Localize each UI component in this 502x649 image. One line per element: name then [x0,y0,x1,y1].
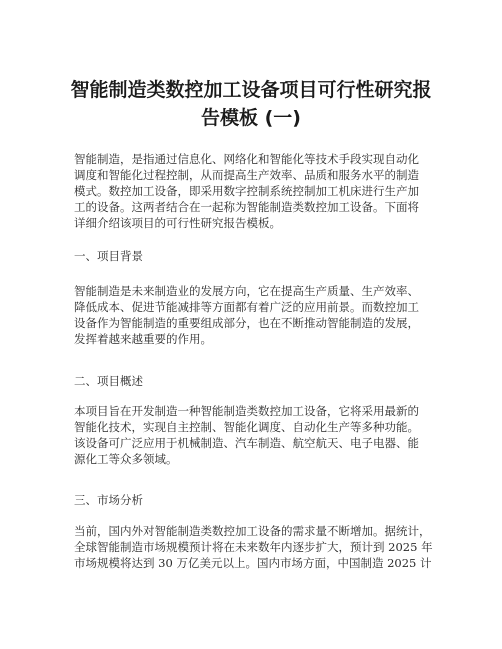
background-paragraph-line: 发挥着越来越重要的作用。 [74,332,212,346]
overview-paragraph-line: 本项目旨在开发制造一种智能制造类数控加工设备，它将采用最新的 [74,404,419,418]
intro-paragraph-line: 智能制造，是指通过信息化、网络化和智能化等技术手段实现自动化 [74,152,419,166]
overview-paragraph-line: 源化工等众多领域。 [74,452,178,466]
document-title-line-2: 告模板 (一) [201,107,301,129]
intro-paragraph-line: 模式。数控加工设备，即采用数字控制系统控制加工机床进行生产加 [74,184,419,198]
market-paragraph-line: 当前，国内外对智能制造类数控加工设备的需求量不断增加。据统计， [74,524,431,538]
overview-paragraph-line: 该设备可广泛应用于机械制造、汽车制造、航空航天、电子电器、能 [74,436,419,450]
intro-paragraph-line: 工的设备。这两者结合在一起称为智能制造类数控加工设备。下面将 [74,200,419,214]
intro-paragraph-line: 详细介绍该项目的可行性研究报告模板。 [74,216,281,230]
market-paragraph-line: 全球智能制造市场规模预计将在未来数年内逐步扩大，预计到 2025 年 [74,540,433,554]
market-paragraph-line: 市场规模将达到 30 万亿美元以上。国内市场方面，中国制造 2025 计 [74,556,432,570]
background-paragraph-line: 智能制造是未来制造业的发展方向，它在提高生产质量、生产效率、 [74,284,419,298]
section-heading-market: 三、市场分析 [74,493,143,507]
section-heading-background: 一、项目背景 [74,249,143,263]
overview-paragraph-line: 智能化技术，实现自主控制、智能化调度、自动化生产等多种功能。 [74,420,419,434]
intro-paragraph-line: 调度和智能化过程控制，从而提高生产效率、品质和服务水平的制造 [74,168,419,182]
background-paragraph-line: 设备作为智能制造的重要组成部分，也在不断推动智能制造的发展， [74,316,419,330]
section-heading-overview: 二、项目概述 [74,374,143,388]
background-paragraph-line: 降低成本、促进节能减排等方面都有着广泛的应用前景。而数控加工 [74,300,419,314]
document-title-line-1: 智能制造类数控加工设备项目可行性研究报 [70,79,432,101]
